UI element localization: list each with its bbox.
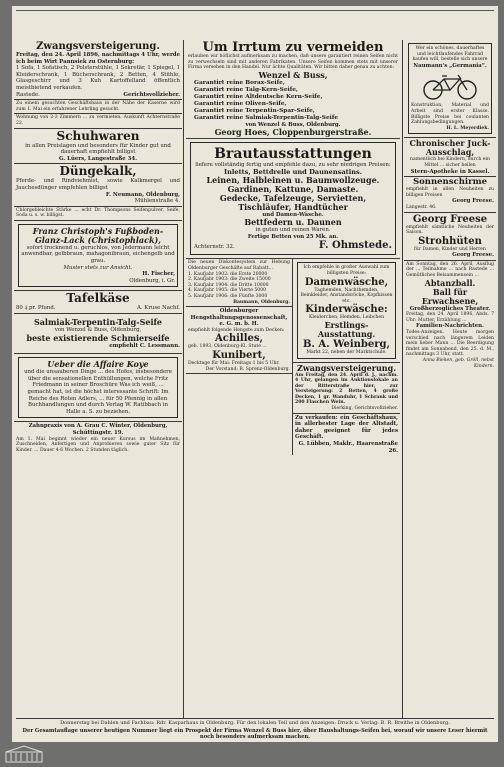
ad-signature: A. Kruse Nachf.	[136, 305, 180, 312]
ad-maker: von Wenzel & Buss, Oldenburg,	[54, 327, 142, 334]
event-title: Abtanzball.	[424, 277, 476, 288]
bicycle-icon	[420, 71, 480, 101]
ad-text: für Damen, Kinder und Herren	[414, 246, 486, 252]
family-news-title: Familien-Nachrichten.	[416, 323, 484, 330]
scanner-strip	[0, 742, 504, 767]
ad-title: Zwangsversteigerung.	[36, 41, 160, 52]
ad-text: Chlorgebleichte Stärke ... echt Dr. Thompsons Seifenpulver, Seife, Soda u. s. w. billigst.	[16, 207, 180, 219]
ad-headline: Kunibert,	[212, 350, 266, 362]
ad-text: sofort trocknend u. geruchlos, von Jedermann leicht anwendbar, gelbbraun, mahagonibraun, eichengelb und grau.	[21, 244, 175, 265]
ad-list-item: 4. Kaufjahr 1905: die Vierte 5000	[188, 288, 267, 294]
ad-title: Franz Christoph's Fußboden-Glanz-Lack (Christophlack),	[32, 225, 164, 245]
ad-text: Wohnung von 2-3 Zimmern ... zu vermieten. Auskunft Achternstraße 22.	[16, 115, 180, 126]
ad-sonnenschirme	[404, 177, 496, 212]
ad-line: Bettfedern u. Daunen	[244, 217, 342, 228]
ad-text: Am Freitag, den 24. April d. J., nachm. 4 Uhr, gelangen im Auktionslokale an der Ritterstraße hier, zur Versteigerung: 2 Betten, 4 große Decken, 1 gr. Wanduhr, 1 Schrank und 200 Flaschen Wein.	[295, 372, 398, 406]
library-building-icon	[4, 744, 44, 764]
newspaper-page	[12, 6, 498, 742]
ad-text: empfiehlt in allen Neuheiten zu billigen Preisen	[406, 187, 494, 198]
ad-zwangsversteigerung-2	[293, 363, 400, 414]
ad-damenwaesche	[293, 259, 400, 362]
ad-title: Um Irrtum zu vermeiden	[202, 40, 384, 55]
ad-signature: H. Fischer,	[142, 271, 175, 278]
ad-juck	[404, 138, 496, 177]
column-middle	[186, 40, 400, 455]
soap-list-item: Garantirt reine Borax-Seife,	[194, 79, 285, 86]
ad-footline: von Wenzel & Buss, Oldenburg.	[245, 121, 341, 128]
ad-text: Konstruktion, Material und Arbeit sind erster Klasse. Billigste Preise bei coulanten Zahlungsbedingungen.	[411, 103, 489, 126]
ad-hengst	[186, 307, 292, 374]
ad-title: Chronischer Juck-Ausschlag,	[409, 138, 491, 158]
ad-lead: Wer ein schönes, dauerhaftes und leichtlaufendes Fahrrad kaufen will, bestelle sich unsere	[412, 46, 488, 63]
family-news-signature: Anna Bieken, geb. Gröll, nebst Kindern.	[422, 358, 494, 369]
theater-title: Großherzogliches Theater.	[409, 305, 491, 312]
ad-signature: H. L. Meyerdiek.	[446, 125, 489, 131]
family-news-text: Todes-Anzeigen. Heute morgen verschied nach längerem Leiden mein lieber Mann ... Die Beerdigung findet am Sonnabend, den 25. d. M., nachmittags 3 Uhr, statt.	[406, 330, 494, 358]
ad-freese	[404, 213, 496, 261]
ad-maker: Wenzel & Buss,	[258, 69, 328, 80]
ad-title: Kinderwäsche:	[305, 304, 388, 316]
soap-list-item: Garantirt reine Terpentin-Spar-Seife,	[194, 107, 315, 114]
ad-small	[14, 114, 182, 128]
ad-list-item: 3. Kaufjahr 1904: die Dritte 10000	[188, 282, 269, 288]
ad-title: Damenwäsche,	[304, 276, 389, 288]
ad-text: Pferde- und Rindviehmist, sowie Kalkmergel und Jauchesdünger empfehlen billigst	[16, 178, 180, 191]
ad-line: in guten und reinen Waren.	[255, 227, 331, 234]
ad-text: geb. 1893, Oldenburg-Kl. Stute ...	[188, 344, 267, 350]
soap-list-item: Garantirt reine Altdeutsche Kern-Seife,	[194, 93, 323, 100]
ad-zahnpraxis	[14, 422, 182, 454]
ad-text: Die neuen Diskontesystem zur Hebung Oldenburger Geschäfte auf Rabatt...	[188, 260, 290, 271]
ad-title: Salmiak-Terpentin-Talg-Seife	[33, 317, 163, 328]
ad-zwangsversteigerung	[14, 40, 182, 100]
soap-list-item: Garantirt reine Salmiak-Terpentin-Talg-Seife	[194, 114, 339, 121]
ad-fussbodenlack	[14, 221, 182, 292]
ad-title: Schuhwaren	[56, 128, 140, 143]
soap-list-item: Garantirt reine Oliven-Seife,	[194, 100, 287, 107]
ad-affaire	[14, 354, 182, 422]
ad-address: Langestr. 46.	[406, 204, 437, 210]
ad-geschaeftshaus	[293, 414, 400, 456]
ad-text: empfiehlt folgende Hengste zum Decken:	[188, 327, 285, 333]
supplement-notice: Der Gesamtauflage unserer heutigen Nummer liegt ein Prospekt der Firma Wenzel & Buss hier, über Haushaltungs-Seifen bei, worauf wir unsere Leser hiermit noch besonders aufmerksam machen.	[22, 728, 488, 740]
ad-address: Achternstr. 32.	[194, 244, 235, 251]
ad-signature: G. Lüers, Langestraße 34.	[59, 155, 137, 162]
ad-text: Taghemden, Nachthemden, Beinkleider, Anstandsröcke, Kopfkissen etc.	[300, 287, 393, 304]
ad-small	[14, 207, 182, 221]
ad-headline: beste existierende Schmierseife	[26, 332, 170, 343]
ad-title: Georg Freese	[412, 213, 488, 225]
ad-brautausstattungen	[186, 139, 400, 259]
events-section	[404, 261, 496, 370]
ad-text: erlauben wir höflichst aufmerksam zu machen, daß unsere garantiert reinen Seifen nicht zu verwechseln sind mit anderen Fabrikaten. Unsere Seifen kommen stets mit unserer Firma versehen in den Handel. Nur ächte Qualitäten. Wir bitten daher genau zu achten:	[188, 54, 398, 71]
ad-signature: Der Vorstand: B. Sprenz-Oldenburg.	[205, 366, 290, 372]
ad-title: Zwangsversteigerung.	[296, 362, 396, 373]
ad-signature: G. Lübben, Maklr., Haarenstraße 26.	[298, 441, 398, 454]
ad-title: Sonnenschirme	[412, 177, 487, 188]
ad-place: Rastede.	[16, 91, 40, 98]
ad-signature: Dierking, Gerichtsvollzieher.	[331, 406, 398, 412]
column-right	[404, 40, 496, 370]
ad-headline: Achilles,	[215, 333, 263, 345]
ad-title: Brautausstattungen	[214, 146, 372, 163]
ad-text: empfiehlt sämtliche Neuheiten der Saison.	[406, 224, 494, 236]
ad-line: Inletts, Bettdrelle und Daunensatins.	[223, 167, 362, 176]
ad-lead: liefere vollständig fertig und empfehle dazu, zu sehr niedrigen Preisen:	[195, 162, 391, 169]
ad-lead: Freitag, den 24. April 1896, nachmittags 4 Uhr, werde ich beim Wirt Pannsiek zu Osternburg:	[16, 52, 180, 65]
ad-salmiak-seife	[14, 314, 182, 354]
ad-title: Tafelkäse	[66, 291, 130, 306]
ad-text: Zu verkaufen: ein Geschäftshaus, in allerbester Lage der Altstadt, daher geeignet für jedes Geschäft.	[295, 414, 398, 441]
ad-signature: Baumann, Oldenburg.	[233, 299, 290, 305]
ad-price: 80 ₰ pr. Pfund.	[16, 305, 56, 312]
ad-headline: Strohhüten	[418, 235, 482, 247]
ad-place: Oldenburg, i. Gr.	[129, 277, 175, 284]
ad-einkauf	[186, 259, 292, 307]
ad-tafelkaese	[14, 291, 182, 314]
ad-title: Erstlings-Ausstattung.	[317, 319, 376, 339]
ad-irrtum	[186, 40, 400, 139]
event-title: Ball für Erwachsene,	[421, 286, 479, 306]
ad-line: Gedecke, Tafelzeuge, Servietten,	[219, 192, 367, 203]
event-text: Am Sonntag, den 26. April, Ausflug der ... Teilnahme ... nach Rastede ... Gemütliches Beisammensein ...	[406, 261, 494, 279]
ad-list-item: 5. Kaufjahr 1906: die Fünfte 3000	[188, 293, 268, 299]
ad-title: Zahnpraxis von A. Grau C. Winter, Oldenburg, Schüttingstr. 19.	[28, 423, 168, 436]
ad-title: Ueber die Affaire Koye	[47, 359, 149, 370]
theater-text: Freitag, den 24. April 1896, Abds. 7 Uhr: Mutter, Erzählung ...	[406, 312, 494, 323]
imprint-line: Donnerstag bei Dahlen und Fachbau: Rdr. Kasparhaus in Oldenburg. Für den lokalen Teil und den Anzeigen: Druck u. Verlag: B. R. Breithe in Oldenburg.	[16, 718, 494, 726]
ad-text: und die unsauberen Dinge ... des Hofes, insbesondere über die sensationellen Enthüllungen, welche Fritz Friedmann in seiner Broschüre Was ich weiß, ... gemacht hat, ist die höchst interessante Schrift: Im Reiche des Roten Adlers, ... für 50 Pfennig in allen Buchhandlungen und durch Verlag W. Ratibbach in Halle a. S. zu beziehen.	[24, 369, 172, 415]
ad-signature: Georg Freese.	[452, 198, 494, 205]
ad-shop: Georg Hoes, Cloppenburgerstraße.	[214, 127, 372, 138]
ad-title: Naumann's „Germania“.	[413, 62, 487, 69]
ad-title: Oldenburger Hengsthaltungsgenossenschaft, e. G. m. b. H.	[190, 308, 288, 328]
ad-duengekalk	[14, 164, 182, 206]
middle-split	[186, 259, 400, 455]
soap-list	[188, 80, 398, 122]
ad-list	[188, 272, 290, 300]
ad-list-item: 1. Kaufjahr 1902: die Erste 20000	[188, 271, 268, 277]
ad-signature: F. Neumann, Oldenburg,	[105, 191, 180, 198]
ad-text: Decktage für Mai: Freitags 1 bis 5 Uhr.	[188, 361, 280, 367]
ad-subtext: Muster stets zur Ansicht.	[63, 264, 133, 271]
ad-signature: F. Ohmstede.	[318, 240, 392, 252]
column-divider	[183, 40, 184, 718]
ad-small	[14, 100, 182, 114]
ad-signature: empfiehlt C. Lessmann.	[109, 342, 180, 349]
ad-signature: Gerichtsvollzieher.	[123, 91, 180, 98]
ad-schuhwaren	[14, 129, 182, 165]
ad-lead: Ich empfehle in großer Auswahl zum billigsten Preise:	[303, 265, 390, 276]
ad-address: Mühlenstraße 4.	[134, 198, 180, 205]
column-divider	[402, 40, 403, 718]
header-rule	[16, 10, 494, 11]
ad-line: Tischläufer, Handtücher	[238, 201, 348, 212]
ad-text: Kleiderchen, Hemden, Leibchen	[308, 315, 385, 321]
ad-line: und Damen-Wäsche.	[262, 211, 324, 218]
ad-line: Fertige Betten von 25 Mk. an.	[247, 233, 339, 240]
column-left	[14, 40, 182, 454]
ad-address: Markt 22, neben der Marktschule.	[306, 349, 387, 355]
ad-title: Düngekalk,	[59, 164, 137, 179]
ad-text: 1 Sofa, 1 Sofatisch, 2 Polsterstühle, 1 Sekretär, 1 Spiegel, 1 Kleiderschrank, 1 Bücherschrank, 2 Betten, 4 Stühle, Glasgeschirr und 3 Kuh Kartoffelland öffentlich meistbietend verkaufen.	[16, 65, 180, 91]
ad-signature: Stern-Apotheke in Kassel.	[410, 168, 490, 175]
ad-signature: B. A. Weinberg,	[302, 338, 391, 350]
ad-list-item: 2. Kaufjahr 1903: die Zweite 15000	[188, 277, 271, 283]
ad-line: Gardinen, Kattune, Damaste.	[227, 183, 359, 194]
middle-right-sub	[293, 259, 400, 455]
ad-signature: Georg Freese.	[452, 252, 494, 259]
middle-left-sub	[186, 259, 293, 455]
ad-text: Zu einem gesuchten Geschäftshaus in der Nähe der Kaserne wird zum 1. Mai ein erfahrener Lehrling gesucht.	[16, 101, 180, 112]
soap-list-item: Garantirt reine Talg-Kern-Seife,	[194, 86, 298, 93]
ad-text: Am 1. Mai beginnt wieder ein neuer Kursus im Maßnehmen, Zuschneiden, Anfertigen und Anprobieren sowie guter Sitz für Kinder. ... Dauer 4-6 Wochen. 2 Stunden täglich.	[16, 436, 180, 453]
ad-text: namentlich bei Kindern, durch ein Mittel ... sicher heilen	[410, 157, 490, 168]
ad-fahrrad	[404, 40, 496, 138]
ad-text: in allen Preislagen und besonders für Kinder gut und dauerhaft empfiehlt billigst	[25, 142, 171, 156]
ad-line: Leinen, Halbleinen u. Baumwollzeuge.	[206, 174, 380, 185]
